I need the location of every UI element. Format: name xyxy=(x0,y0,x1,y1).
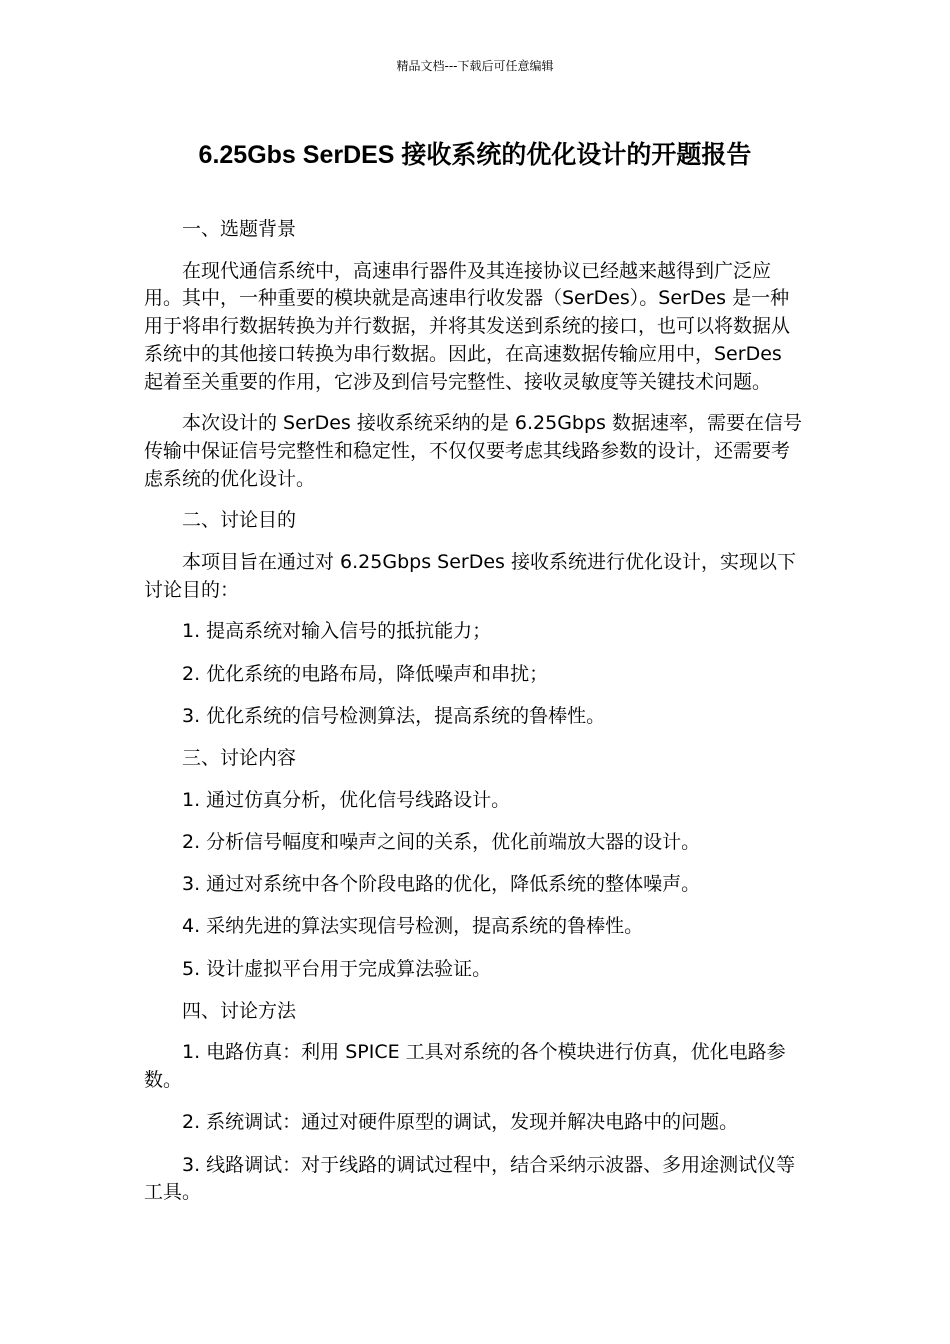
section-heading-methods: 四、讨论方法 xyxy=(182,999,297,1022)
list-item: 3. 优化系统的信号检测算法，提高系统的鲁棒性。 xyxy=(182,704,606,727)
list-item: 4. 采纳先进的算法实现信号检测，提高系统的鲁棒性。 xyxy=(182,915,644,938)
list-item: 3. 通过对系统中各个阶段电路的优化，降低系统的整体噪声。 xyxy=(182,873,701,896)
document-body xyxy=(144,216,806,1207)
list-item: 1. 电路仿真：利用 SPICE 工具对系统的各个模块进行仿真，优化电路参数。 xyxy=(144,1041,786,1092)
list-item: 2. 分析信号幅度和噪声之间的关系，优化前端放大器的设计。 xyxy=(182,830,701,853)
section-heading-background: 一、选题背景 xyxy=(182,218,297,240)
list-item: 2. 系统调试：通过对硬件原型的调试，发现并解决电路中的问题。 xyxy=(182,1111,739,1134)
list-item: 1. 通过仿真分析，优化信号线路设计。 xyxy=(182,788,511,811)
paragraph: 在现代通信系统中，高速串行器件及其连接协议已经越来越得到广泛应用。其中，一种重要的模块就是高速串行收发器（SerDes）。SerDes 是一种用于将串行数据转换为并行数据，并将其发送到系统的接口，也可以将数据从系统中的其他接口转换为串行数据。因此，在高速数据传输应用中，SerDes 起着至关重要的作用，它涉及到信号完整性、接收灵敏度等关键技术问题。 xyxy=(144,259,791,393)
document-title: 6.25Gbs SerDES 接收系统的优化设计的开题报告 xyxy=(198,141,752,169)
list-item: 2. 优化系统的电路布局，降低噪声和串扰； xyxy=(182,662,549,685)
section-heading-content: 三、讨论内容 xyxy=(182,747,297,770)
page-header: 精品文档---下载后可任意编辑 xyxy=(396,59,554,73)
section-heading-purpose: 二、讨论目的 xyxy=(182,509,297,532)
paragraph: 本项目旨在通过对 6.25Gbps SerDes 接收系统进行优化设计，实现以下讨论目的： xyxy=(144,551,796,601)
paragraph: 本次设计的 SerDes 接收系统采纳的是 6.25Gbps 数据速率，需要在信号传输中保证信号完整性和稳定性，不仅仅要考虑其线路参数的设计，还需要考虑系统的优化设计。 xyxy=(144,412,802,490)
list-item: 3. 线路调试：对于线路的调试过程中，结合采纳示波器、多用途测试仪等工具。 xyxy=(144,1153,796,1204)
list-item: 1. 提高系统对输入信号的抵抗能力； xyxy=(182,620,492,643)
list-item: 5. 设计虚拟平台用于完成算法验证。 xyxy=(182,957,492,980)
